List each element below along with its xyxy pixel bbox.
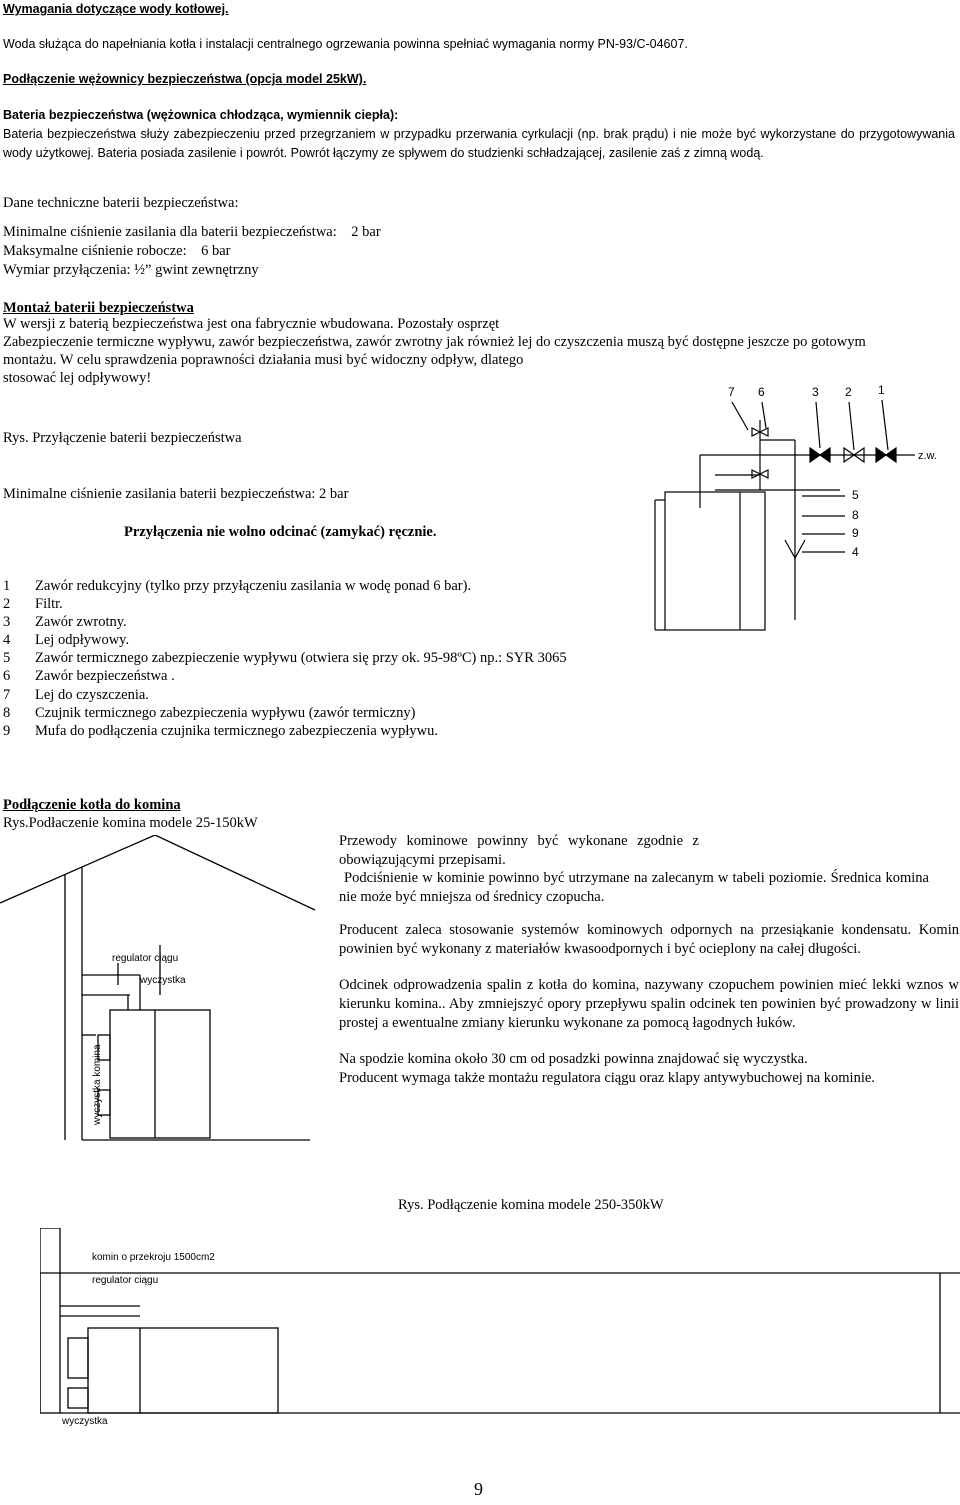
- label-2: 2: [845, 385, 852, 399]
- battery-connection-diagram: [640, 380, 960, 640]
- chimney-size-label: komin o przekroju 1500cm2: [92, 1252, 215, 1263]
- label-5: 5: [852, 488, 859, 502]
- list-item: 1 Zawór redukcyjny (tylko przy przyłączeniu zasilania w wodę ponad 6 bar).: [3, 578, 472, 594]
- chimney-diagram-large: [40, 1228, 960, 1428]
- regulator-label: regulator ciągu: [112, 953, 179, 964]
- chimney-paragraph-5: Na spodzie komina około 30 cm od posadzki powinna znajdować się wyczystka.: [339, 1051, 808, 1067]
- tech-max-pressure: Maksymalne ciśnienie robocze: 6 bar: [3, 243, 231, 259]
- tech-min-pressure: Minimalne ciśnienie zasilania dla baterii bezpieczeństwa: 2 bar: [3, 224, 381, 240]
- label-1: 1: [878, 383, 885, 397]
- tech-connection: Wymiar przyłączenia: ½” gwint zewnętrzny: [3, 262, 259, 278]
- chimney-heading: Podłączenie kotła do komina: [3, 797, 181, 813]
- list-item: 9 Mufa do podłączenia czujnika termicznego zabezpieczenia wypływu.: [3, 722, 438, 739]
- list-item: 7 Lej do czyszczenia.: [3, 686, 149, 703]
- mount-heading: Montaż baterii bezpieczeństwa: [3, 300, 194, 316]
- chimney-paragraph-1: Przewody kominowe powinny być wykonane zgodnie z obowiązującymi przepisami.: [339, 833, 699, 868]
- battery-text: Bateria bezpieczeństwa służy zabezpieczeniu przed przegrzaniem w przypadku przerwania cyrkulacji (np. brak prądu) i nie może być wykorzystane do przygotowywania wody użytkowej. Bateria posiada zasilenie i powrót. Powrót łączymy ze spływem do studzienki schładzającej, zasilenie zaś z zimną wodą.: [3, 127, 955, 160]
- page-number: 9: [474, 1479, 483, 1499]
- water-text: Woda służąca do napełniania kotła i instalacji centralnego ogrzewania powinna spełniać wymagania normy PN-93/C-04607.: [3, 37, 688, 51]
- mount-line-4: stosować lej odpływowy!: [3, 370, 152, 386]
- coil-heading: Podłączenie wężownicy bezpieczeństwa (opcja model 25kW).: [3, 72, 367, 86]
- list-item: 3 Zawór zwrotny.: [3, 614, 127, 631]
- battery-heading: Bateria bezpieczeństwa (wężownica chłodząca, wymiennik ciepła):: [3, 108, 399, 122]
- label-3: 3: [812, 385, 819, 399]
- list-item: 2 Filtr.: [3, 596, 63, 613]
- cleanout-label-large: wyczystka: [62, 1416, 108, 1427]
- chimney-cleanout-label: wyczystka komina: [92, 1044, 103, 1125]
- chimney-paragraph-2: Podciśnienie w kominie powinno być utrzymane na zalecanym w tabeli poziomie. Średnica komina nie może być mniejsza od średnicy czopucha.: [339, 870, 929, 905]
- figure-2-caption: Rys.Podłaczenie komina modele 25-150kW: [3, 815, 258, 831]
- label-7: 7: [728, 385, 735, 399]
- regulator-label-large: regulator ciągu: [92, 1275, 159, 1286]
- figure-3-caption: Rys. Podłączenie komina modele 250-350kW: [398, 1197, 664, 1213]
- chimney-paragraph-4: Odcinek odprowadzenia spalin z kotła do komina, nazywany czopuchem powinien mieć lekki wznos w kierunku komina.. Aby zmniejszyć opory przepływu spalin odcinek ten powinien być prowadzony w linii prostej a ewentualne zmiany kierunku wykonane za pomocą łagodnych łuków.: [339, 977, 959, 1031]
- list-item: 6 Zawór bezpieczeństwa .: [3, 668, 175, 685]
- label-zw: z.w.: [918, 450, 937, 462]
- water-heading: Wymagania dotyczące wody kotłowej.: [3, 2, 229, 16]
- list-item: 8 Czujnik termicznego zabezpieczenia wypływu (zawór termiczny): [3, 704, 416, 721]
- list-item: 5 Zawór termicznego zabezpieczenie wypływu (otwiera się przy ok. 95-98ºC) np.: SYR 3065: [3, 650, 567, 667]
- label-4: 4: [852, 545, 859, 559]
- label-8: 8: [852, 508, 859, 522]
- tech-heading: Dane techniczne baterii bezpieczeństwa:: [3, 195, 239, 211]
- figure-1-caption: Rys. Przyłączenie baterii bezpieczeństwa: [3, 430, 242, 446]
- list-item: 4 Lej odpływowy.: [3, 632, 130, 649]
- mount-line-1: W wersji z baterią bezpieczeństwa jest ona fabrycznie wbudowana. Pozostały osprzęt: [3, 316, 500, 332]
- cleanout-label: wyczystka: [140, 975, 186, 986]
- mount-line-2: Zabezpieczenie termiczne wypływu, zawór bezpieczeństwa, zawór zwrotny jak również lej do czyszczenia muszą być dostępne jeszcze po gotowym: [3, 334, 866, 350]
- label-9: 9: [852, 526, 859, 540]
- parts-list: [3, 577, 615, 740]
- chimney-paragraph-3: Producent zaleca stosowanie systemów kominowych odpornych na przesiąkanie kondensatu. Komin powinien być wykonany z materiałów kwasoodpornych i być ocieplony na całej długości.: [339, 922, 959, 957]
- mount-line-3: montażu. W celu sprawdzenia poprawności działania musi być widoczny odpływ, dlatego: [3, 352, 524, 368]
- chimney-diagram-small: [0, 835, 320, 1145]
- chimney-paragraph-6: Producent wymaga także montażu regulatora ciągu oraz klapy antywybuchowej na kominie.: [339, 1070, 875, 1086]
- warning-text: Przyłączenia nie wolno odcinać (zamykać) ręcznie.: [124, 524, 437, 540]
- label-6: 6: [758, 385, 765, 399]
- min-pressure-note: Minimalne ciśnienie zasilania baterii bezpieczeństwa: 2 bar: [3, 486, 349, 502]
